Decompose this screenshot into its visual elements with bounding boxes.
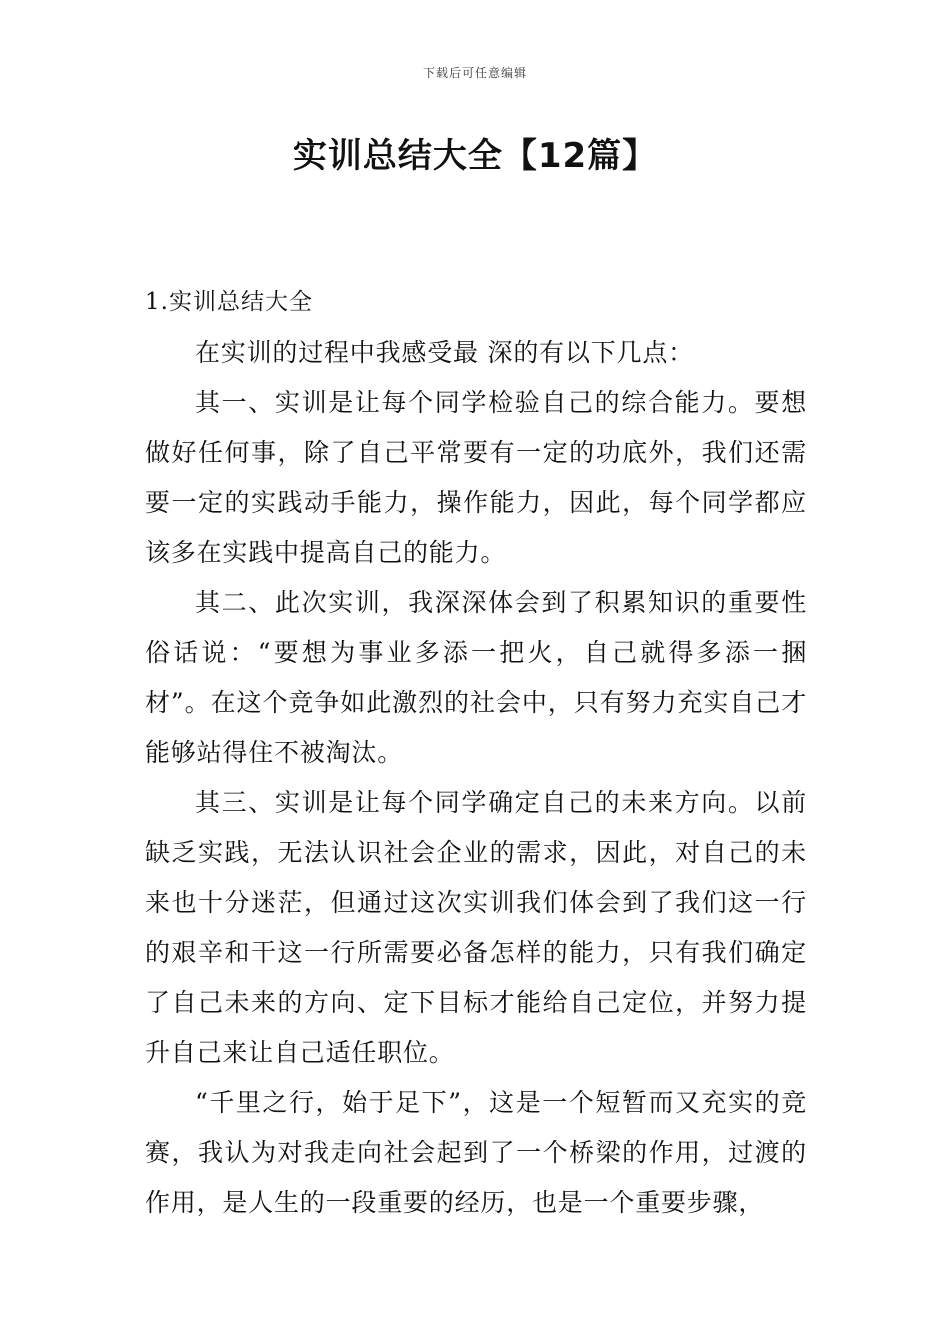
section-heading: 1.实训总结大全	[145, 289, 313, 315]
paragraph-intro: 在实训的过程中我感受最 深的有以下几点：	[195, 338, 694, 367]
paragraph-point-two: 其二、此次实训，我深深体会到了积累知识的重要性俗话说：“要想为事业多添一把火，自己就得多添一捆材”。在这个竞争如此激烈的社会中，只有努力充实自己才能够站得住不被淘汰。	[145, 588, 807, 767]
document-title: 实训总结大全【12篇】	[292, 136, 658, 176]
header-note: 下载后可任意编辑	[422, 66, 527, 80]
section-body	[145, 328, 807, 1228]
paragraph-point-one: 其一、实训是让每个同学检验自己的综合能力。要想做好任何事，除了自己平常要有一定的功底外，我们还需要一定的实践动手能力，操作能力，因此，每个同学都应该多在实践中提高自己的能力。	[145, 388, 807, 567]
paragraph-point-three: 其三、实训是让每个同学确定自己的未来方向。以前缺乏实践，无法认识社会企业的需求，因此，对自己的未来也十分迷茫，但通过这次实训我们体会到了我们这一行的艰辛和干这一行所需要必备怎样的能力，只有我们确定了自己未来的方向、定下目标才能给自己定位，并努力提升自己来让自己适任职位。	[145, 788, 807, 1067]
paragraph-closing: “千里之行，始于足下”，这是一个短暂而又充实的竞赛，我认为对我走向社会起到了一个桥梁的作用，过渡的作用，是人生的一段重要的经历，也是一个重要步骤，	[145, 1088, 807, 1217]
